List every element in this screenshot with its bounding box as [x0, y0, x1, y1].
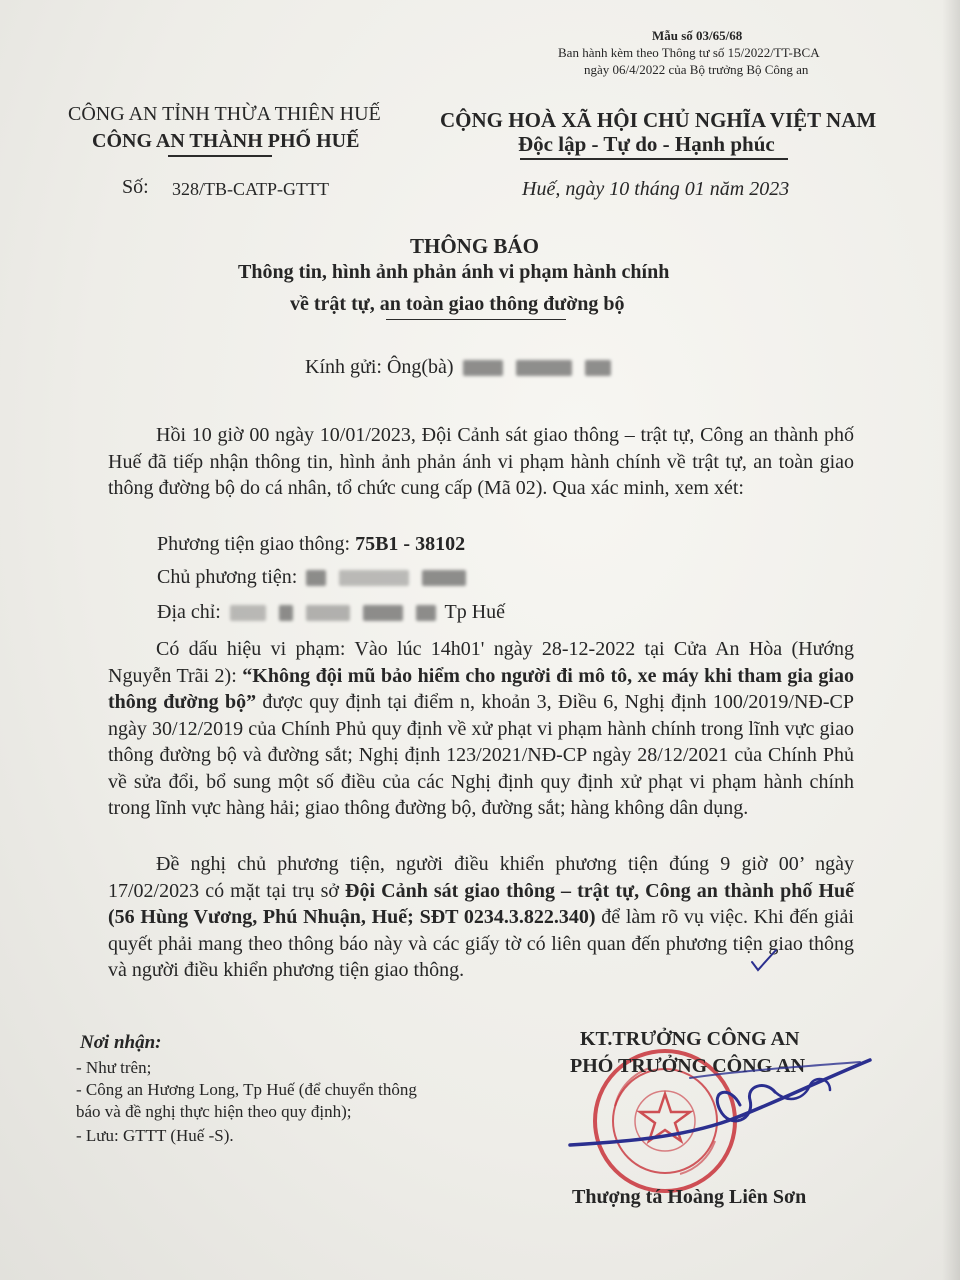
paragraph-intro: Hồi 10 giờ 00 ngày 10/01/2023, Đội Cảnh sát giao thông – trật tự, Công an thành phố Huế đã tiếp nhận thông tin, hình ảnh phản ánh vi phạm hành chính về trật tự, an toàn giao thông đường bộ do cá nhân, tổ chức cung cấp (Mã 02). Qua xác minh, xem xét:: [108, 424, 854, 499]
redacted-address-3: [306, 605, 350, 621]
national-motto: Độc lập - Tự do - Hạnh phúc: [518, 132, 775, 156]
distribution-item-2b: báo và đề nghị thực hiện theo quy định);: [76, 1102, 352, 1121]
redacted-address-5: [416, 605, 436, 621]
place-date: Huế, ngày 10 tháng 01 năm 2023: [522, 178, 790, 200]
violation-text-end: được quy định tại điểm n, khoản 3, Điều 6, Nghị định 100/2019/NĐ-CP ngày 30/12/2019 của Chính Phủ quy định về xử phạt vi phạm hành chính trong lĩnh vực giao thông đường bộ và đường sắt; Nghị định 123/2021/NĐ-CP ngày 28/12/2021 của Chính Phủ về sửa đổi, bổ sung một số điều của các Nghị định quy định xử phạt vi phạm hành chính trong lĩnh vực hàng hải; giao thông đường bộ, đường sắt; hàng không dân dụng.: [108, 691, 855, 819]
distribution-heading: Nơi nhận:: [80, 1032, 162, 1053]
subtitle-underline: [386, 319, 566, 320]
vehicle-label: Phương tiện giao thông:: [157, 533, 351, 555]
paragraph-request: [108, 851, 854, 984]
paragraph-violation: [108, 636, 854, 822]
violation-bold: “Không đội mũ bảo hiểm cho người đi mô tô, xe máy khi tham gia giao thông đường bộ”: [108, 664, 854, 713]
motto-underline: [520, 158, 788, 160]
signature-title-1: KT.TRƯỞNG CÔNG AN: [580, 1028, 800, 1050]
violation-text-start: Có dấu hiệu vi phạm: Vào lúc 14h01' ngày 28-12-2022 tại Cửa An Hòa (Hướng Nguyễn Trãi 2):: [108, 638, 854, 687]
issuer-parent: CÔNG AN TỈNH THỪA THIÊN HUẾ: [68, 103, 381, 125]
form-code-number: Mẫu số 03/65/68: [652, 28, 743, 43]
body-paragraph-3: [108, 851, 854, 984]
address-city: Tp Huế: [444, 601, 506, 623]
vehicle-plate: 75B1 - 38102: [355, 533, 466, 555]
distribution-item-3: - Lưu: GTTT (Huế -S).: [76, 1126, 234, 1145]
recipient-line: [305, 356, 615, 379]
form-code-line1: Ban hành kèm theo Thông tư số 15/2022/TT-BCA: [558, 45, 820, 60]
address-label: Địa chỉ:: [157, 601, 221, 623]
check-mark-icon: [750, 948, 778, 974]
notice-title: THÔNG BÁO: [410, 234, 539, 258]
body-paragraph-2: [108, 636, 854, 822]
body-paragraph-1: [108, 422, 854, 502]
redacted-owner-2: [339, 570, 409, 586]
redacted-owner-3: [422, 570, 466, 586]
distribution-item-2: - Công an Hương Long, Tp Huế (để chuyển thông: [76, 1080, 417, 1099]
document-number-label: Số:: [122, 176, 149, 198]
signatory-name: Thượng tá Hoàng Liên Sơn: [572, 1186, 807, 1208]
signature-title-2: PHÓ TRƯỞNG CÔNG AN: [570, 1055, 806, 1077]
request-bold: Đội Cảnh sát giao thông – trật tự, Công an thành phố Huế (56 Hùng Vương, Phú Nhuận, Huế; SĐT 0234.3.822.340): [108, 879, 855, 928]
form-code-line2: ngày 06/4/2022 của Bộ trưởng Bộ Công an: [584, 62, 809, 77]
issuer-underline: [168, 155, 272, 157]
national-title: CỘNG HOÀ XÃ HỘI CHỦ NGHĨA VIỆT NAM: [440, 108, 877, 132]
redacted-recipient-1: [463, 360, 503, 376]
handwritten-signature: [560, 1050, 880, 1160]
distribution-item-1: - Như trên;: [76, 1058, 152, 1077]
redacted-address-4: [363, 605, 403, 621]
owner-line: [157, 566, 470, 589]
request-text-start: Đề nghị chủ phương tiện, người điều khiển phương tiện đúng 9 giờ 00’ ngày 17/02/2023 có mặt tại trụ sở: [108, 853, 854, 902]
owner-label: Chủ phương tiện:: [157, 566, 298, 588]
notice-subtitle-2: về trật tự, an toàn giao thông đường bộ: [290, 293, 625, 315]
request-text-end: để làm rõ vụ việc. Khi đến giải quyết phải mang theo thông báo này và các giấy tờ có liên quan đến phương tiện giao thông và người điều khiển phương tiện giao thông.: [108, 906, 854, 981]
issuer-unit: CÔNG AN THÀNH PHỐ HUẾ: [92, 130, 360, 152]
recipient-label: Kính gửi: Ông(bà): [305, 356, 454, 378]
redacted-owner-1: [306, 570, 326, 586]
document-number: 328/TB-CATP-GTTT: [172, 179, 329, 199]
redacted-address-2: [279, 605, 293, 621]
redacted-recipient-2: [516, 360, 572, 376]
vehicle-line: [157, 533, 465, 556]
redacted-address-1: [230, 605, 266, 621]
redacted-recipient-3: [585, 360, 611, 376]
page-edge-shadow: [942, 0, 960, 1280]
notice-subtitle-1: Thông tin, hình ảnh phản ánh vi phạm hành chính: [238, 261, 670, 283]
address-line: [157, 601, 505, 624]
